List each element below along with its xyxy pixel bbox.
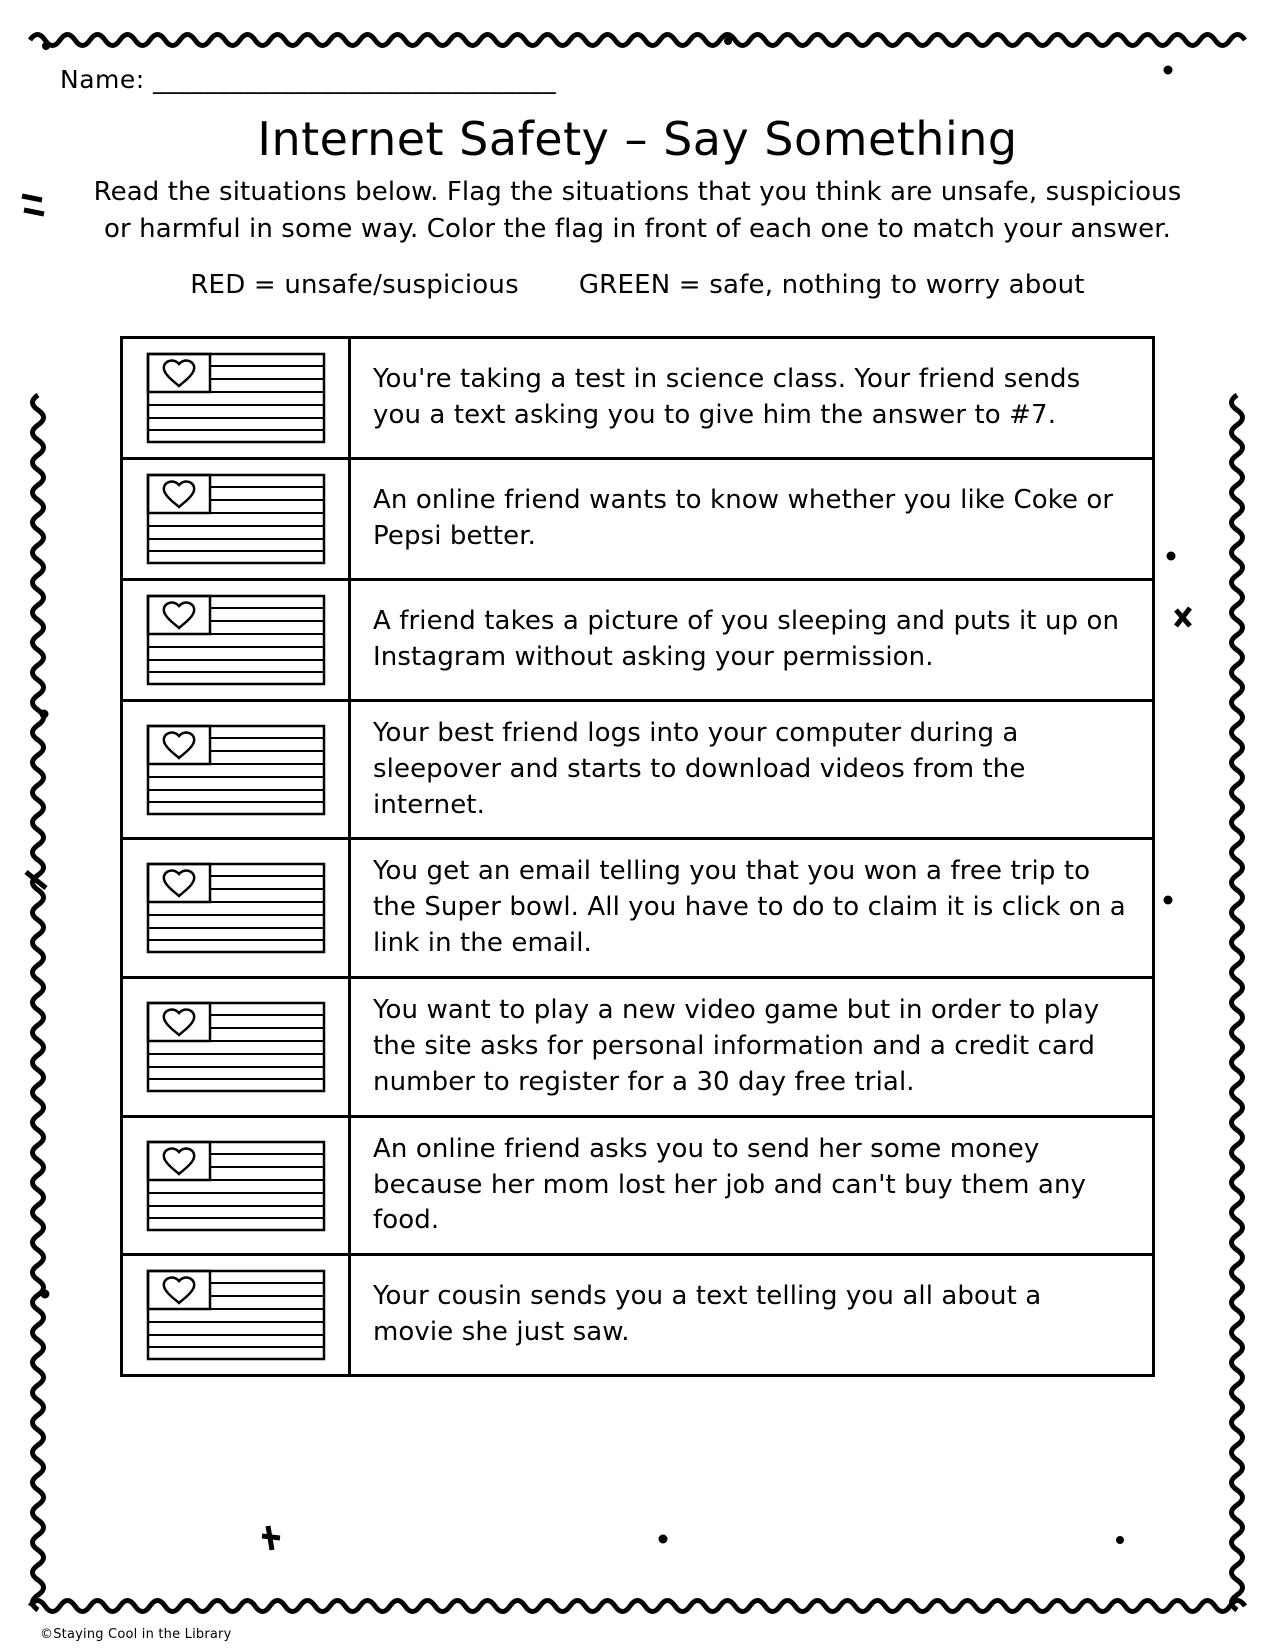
color-key — [55, 270, 1220, 300]
flag-color-cell[interactable] — [123, 979, 351, 1115]
key-red: RED = unsafe/suspicious — [190, 269, 519, 300]
situation-text: An online friend wants to know whether you like Coke or Pepsi better. — [373, 484, 1114, 551]
situation-cell — [351, 1118, 1152, 1254]
table-row — [123, 581, 1152, 702]
flag-icon[interactable] — [146, 862, 326, 954]
situation-text: You're taking a test in science class. Your friend sends you a text asking you to give him the answer to #7. — [373, 363, 1081, 430]
situation-cell — [351, 581, 1152, 699]
flag-icon[interactable] — [146, 352, 326, 444]
page-title: Internet Safety – Say Something — [257, 112, 1018, 166]
table-row — [123, 979, 1152, 1118]
situation-text: You want to play a new video game but in order to play the site asks for personal information and a credit card number to register for a 30 day free trial. — [373, 995, 1100, 1097]
situation-cell — [351, 460, 1152, 578]
table-row — [123, 1118, 1152, 1257]
flag-color-cell[interactable] — [123, 581, 351, 699]
situation-cell — [351, 979, 1152, 1115]
situation-cell — [351, 1256, 1152, 1374]
flag-icon[interactable] — [146, 473, 326, 565]
situation-text: A friend takes a picture of you sleeping and puts it up on Instagram without asking your permission. — [373, 605, 1120, 672]
table-row — [123, 1256, 1152, 1377]
flag-color-cell[interactable] — [123, 1118, 351, 1254]
flag-icon[interactable] — [146, 1269, 326, 1361]
flag-color-cell[interactable] — [123, 1256, 351, 1374]
situation-text: You get an email telling you that you won a free trip to the Super bowl. All you have to do to claim it is click on a link in the email. — [373, 856, 1126, 959]
flag-icon[interactable] — [146, 1140, 326, 1232]
worksheet-content — [55, 55, 1220, 1595]
copyright-credit: ©Staying Cool in the Library — [40, 1627, 232, 1642]
flag-color-cell[interactable] — [123, 840, 351, 976]
flag-color-cell[interactable] — [123, 702, 351, 838]
table-row — [123, 840, 1152, 979]
table-row — [123, 339, 1152, 460]
flag-color-cell[interactable] — [123, 460, 351, 578]
name-field-label[interactable]: Name: _______________________________ — [60, 65, 557, 94]
flag-icon[interactable] — [146, 594, 326, 686]
situations-table — [120, 336, 1155, 1378]
key-green: GREEN = safe, nothing to worry about — [578, 269, 1085, 300]
flag-color-cell[interactable] — [123, 339, 351, 457]
table-row — [123, 702, 1152, 841]
instructions-text: Read the situations below. Flag the situations that you think are unsafe, suspicious or harmful in some way. Color the flag in front of each one to match your answer. — [93, 177, 1182, 244]
situation-cell — [351, 702, 1152, 838]
flag-icon[interactable] — [146, 1001, 326, 1093]
situation-text: Your best friend logs into your computer during a sleepover and starts to download videos from the internet. — [373, 717, 1026, 820]
flag-icon[interactable] — [146, 724, 326, 816]
situation-text: An online friend asks you to send her some money because her mom lost her job and can't buy them any food. — [373, 1133, 1087, 1236]
situation-text: Your cousin sends you a text telling you all about a movie she just saw. — [373, 1281, 1042, 1348]
situation-cell — [351, 339, 1152, 457]
situation-cell — [351, 840, 1152, 976]
table-row — [123, 460, 1152, 581]
